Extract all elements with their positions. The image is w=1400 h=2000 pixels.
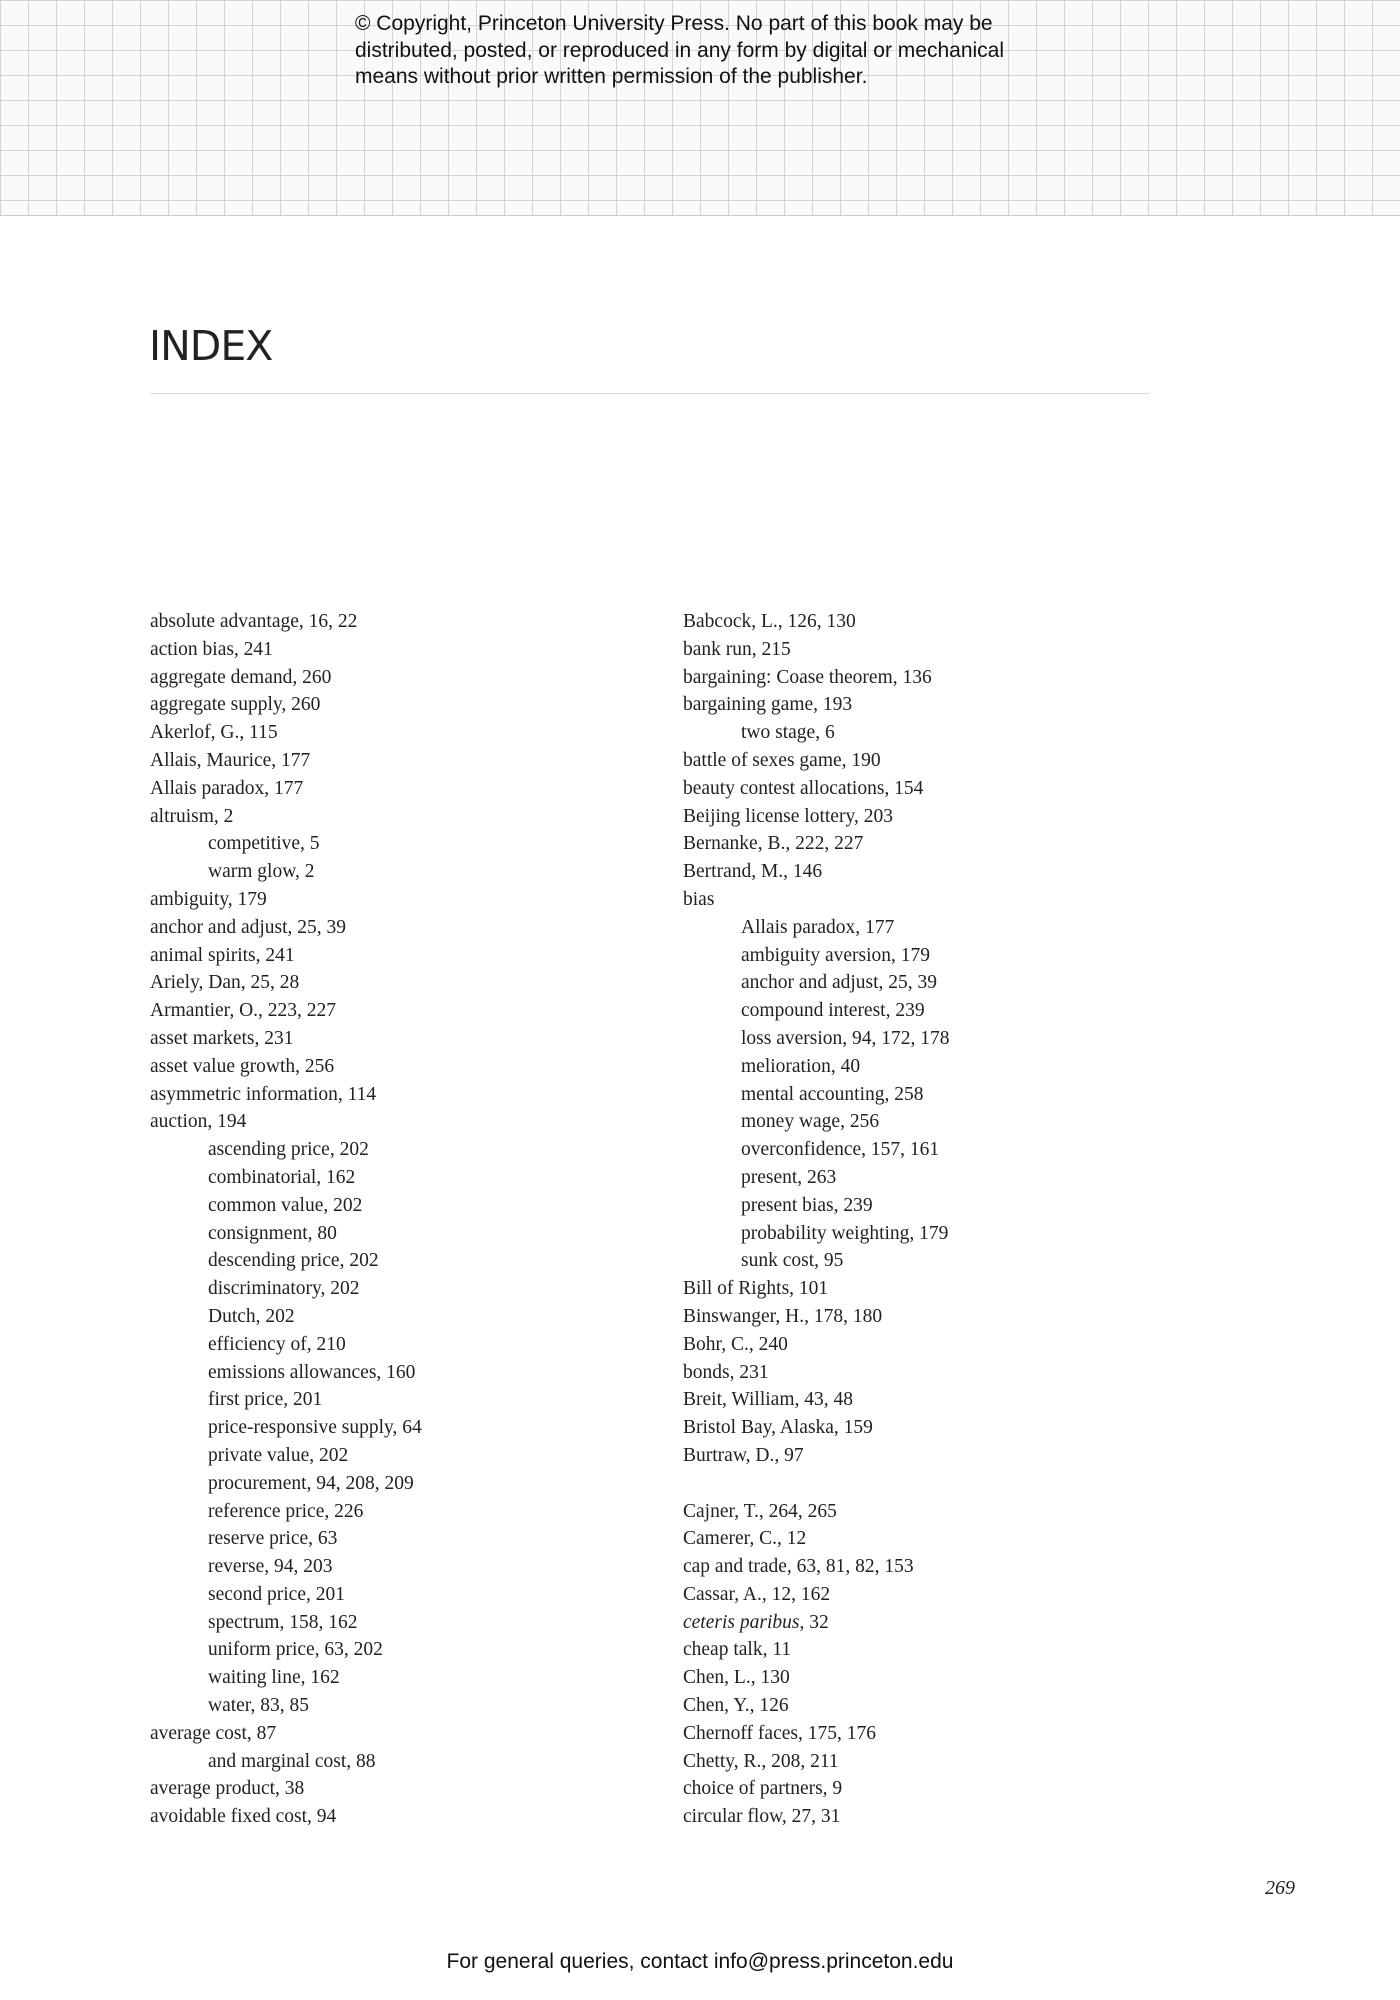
index-subentry: reverse, 94, 203 bbox=[208, 1556, 333, 1578]
index-entry: cheap talk, 11 bbox=[683, 1639, 792, 1661]
index-subentry: anchor and adjust, 25, 39 bbox=[741, 972, 938, 994]
index-entry: Bohr, C., 240 bbox=[683, 1333, 788, 1355]
index-entry: Chen, L., 130 bbox=[683, 1667, 790, 1689]
index-entry: Cajner, T., 264, 265 bbox=[683, 1500, 837, 1522]
index-entry: anchor and adjust, 25, 39 bbox=[150, 916, 347, 938]
index-subentry: reference price, 226 bbox=[208, 1500, 364, 1522]
index-entry: asset value growth, 256 bbox=[150, 1055, 335, 1077]
index-entry: Armantier, O., 223, 227 bbox=[150, 1000, 337, 1022]
page-number: 269 bbox=[1265, 1877, 1295, 1899]
index-subentry: melioration, 40 bbox=[741, 1055, 861, 1077]
index-subentry: price-responsive supply, 64 bbox=[208, 1417, 422, 1439]
index-subentry: private value, 202 bbox=[208, 1444, 349, 1466]
index-entry: asset markets, 231 bbox=[150, 1027, 294, 1049]
index-entry: Burtraw, D., 97 bbox=[683, 1444, 804, 1466]
index-subentry: combinatorial, 162 bbox=[208, 1166, 356, 1188]
index-entry: Chernoff faces, 175, 176 bbox=[683, 1722, 876, 1744]
index-column-right bbox=[683, 608, 1203, 1831]
index-entry: beauty contest allocations, 154 bbox=[683, 777, 924, 799]
index-entry: altruism, 2 bbox=[150, 805, 234, 827]
index-subentry: two stage, 6 bbox=[741, 722, 835, 744]
index-entry-term: ceteris paribus bbox=[683, 1611, 800, 1633]
copyright-notice: © Copyright, Princeton University Press. No part of this book may be distributed, posted, or reproduced in any form by digital or mechanical means without prior written permission of the publisher. bbox=[355, 12, 1005, 88]
index-subentry: efficiency of, 210 bbox=[208, 1333, 346, 1355]
index-subentry: descending price, 202 bbox=[208, 1250, 379, 1272]
index-subentry: reserve price, 63 bbox=[208, 1528, 338, 1550]
index-entry: Allais, Maurice, 177 bbox=[150, 749, 311, 771]
index-subentry: present bias, 239 bbox=[741, 1194, 873, 1216]
index-entry: Bertrand, M., 146 bbox=[683, 861, 823, 883]
index-subentry: second price, 201 bbox=[208, 1583, 345, 1605]
index-subentry: first price, 201 bbox=[208, 1389, 323, 1411]
title-divider bbox=[150, 393, 1150, 394]
index-entry: auction, 194 bbox=[150, 1111, 247, 1133]
index-entry: cap and trade, 63, 81, 82, 153 bbox=[683, 1556, 914, 1578]
index-entry: asymmetric information, 114 bbox=[150, 1083, 377, 1105]
index-entry: average product, 38 bbox=[150, 1778, 305, 1800]
index-entry: Bristol Bay, Alaska, 159 bbox=[683, 1417, 873, 1439]
index-entry: ambiguity, 179 bbox=[150, 888, 267, 910]
footer-contact: For general queries, contact info@press.princeton.edu bbox=[446, 1950, 954, 1973]
index-subentry: discriminatory, 202 bbox=[208, 1278, 360, 1300]
index-entry: absolute advantage, 16, 22 bbox=[150, 611, 358, 632]
index-subentry: ambiguity aversion, 179 bbox=[741, 944, 931, 966]
index-entry: Bernanke, B., 222, 227 bbox=[683, 833, 864, 855]
index-subentry: Dutch, 202 bbox=[208, 1305, 295, 1327]
index-subentry: waiting line, 162 bbox=[208, 1667, 340, 1689]
index-subentry: common value, 202 bbox=[208, 1194, 363, 1216]
index-subentry: spectrum, 158, 162 bbox=[208, 1611, 358, 1633]
index-entry: Akerlof, G., 115 bbox=[150, 722, 278, 744]
index-entry: action bias, 241 bbox=[150, 638, 273, 660]
index-entry: Camerer, C., 12 bbox=[683, 1528, 807, 1550]
index-subentry: compound interest, 239 bbox=[741, 1000, 925, 1022]
index-entry: bargaining: Coase theorem, 136 bbox=[683, 666, 932, 688]
index-entry: circular flow, 27, 31 bbox=[683, 1806, 841, 1828]
index-entry: aggregate demand, 260 bbox=[150, 666, 332, 688]
index-entry: average cost, 87 bbox=[150, 1722, 277, 1744]
index-subentry: loss aversion, 94, 172, 178 bbox=[741, 1027, 950, 1049]
index-entry: avoidable fixed cost, 94 bbox=[150, 1806, 337, 1828]
index-entry: choice of partners, 9 bbox=[683, 1778, 843, 1800]
index-entry: bias bbox=[683, 888, 715, 910]
index-subentry: competitive, 5 bbox=[208, 833, 320, 855]
index-subentry: water, 83, 85 bbox=[208, 1695, 310, 1717]
index-entry: Babcock, L., 126, 130 bbox=[683, 611, 856, 632]
index-entry: Bill of Rights, 101 bbox=[683, 1278, 829, 1300]
index-subentry: money wage, 256 bbox=[741, 1111, 880, 1133]
index-subentry: and marginal cost, 88 bbox=[208, 1750, 376, 1772]
index-entry: battle of sexes game, 190 bbox=[683, 749, 881, 771]
index-entry: bank run, 215 bbox=[683, 638, 791, 660]
index-entry bbox=[683, 1609, 1203, 1637]
index-subentry: warm glow, 2 bbox=[208, 861, 315, 883]
index-entry: Binswanger, H., 178, 180 bbox=[683, 1305, 883, 1327]
index-entry: Ariely, Dan, 25, 28 bbox=[150, 972, 300, 994]
index-entry: Chen, Y., 126 bbox=[683, 1695, 789, 1717]
index-subentry: present, 263 bbox=[741, 1166, 837, 1188]
index-entry-pages: , 32 bbox=[799, 1611, 829, 1633]
index-entry: aggregate supply, 260 bbox=[150, 694, 321, 716]
index-entry: Chetty, R., 208, 211 bbox=[683, 1750, 839, 1772]
index-entry: bonds, 231 bbox=[683, 1361, 769, 1383]
index-subentry: mental accounting, 258 bbox=[741, 1083, 924, 1105]
index-subentry: probability weighting, 179 bbox=[741, 1222, 949, 1244]
index-entry: animal spirits, 241 bbox=[150, 944, 295, 966]
index-entry: Allais paradox, 177 bbox=[150, 777, 304, 799]
index-entry: Beijing license lottery, 203 bbox=[683, 805, 893, 827]
index-subentry: uniform price, 63, 202 bbox=[208, 1639, 383, 1661]
index-subentry: Allais paradox, 177 bbox=[741, 916, 895, 938]
index-column-left bbox=[150, 608, 650, 1831]
page-title: INDEX bbox=[149, 322, 273, 370]
index-entry: bargaining game, 193 bbox=[683, 694, 853, 716]
index-entry: Cassar, A., 12, 162 bbox=[683, 1583, 831, 1605]
index-subentry: ascending price, 202 bbox=[208, 1139, 369, 1161]
index-subentry: sunk cost, 95 bbox=[741, 1250, 844, 1272]
index-entry: Breit, William, 43, 48 bbox=[683, 1389, 854, 1411]
index-subentry: procurement, 94, 208, 209 bbox=[208, 1472, 414, 1494]
index-letter-gap bbox=[683, 1470, 1203, 1498]
index-subentry: emissions allowances, 160 bbox=[208, 1361, 416, 1383]
index-subentry: overconfidence, 157, 161 bbox=[741, 1139, 940, 1161]
index-subentry: consignment, 80 bbox=[208, 1222, 337, 1244]
